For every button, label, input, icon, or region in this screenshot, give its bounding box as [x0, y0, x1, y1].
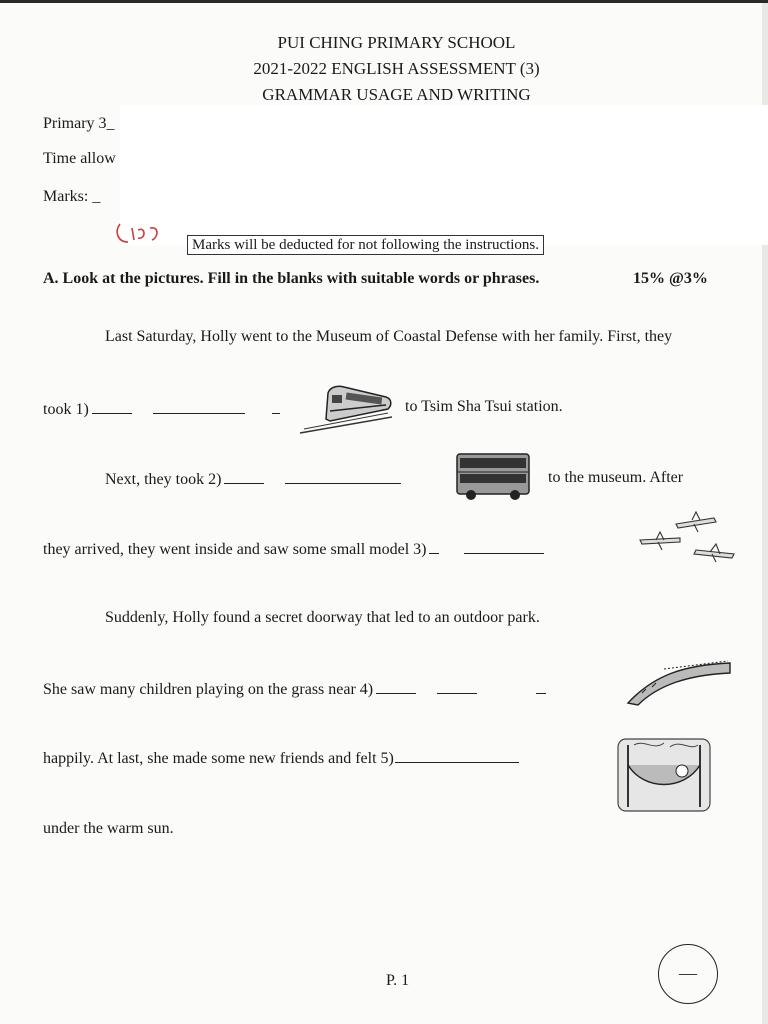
paper-title: GRAMMAR USAGE AND WRITING: [262, 85, 531, 104]
answer-blank-2b[interactable]: [285, 482, 401, 484]
section-a-title: A. Look at the pictures. Fill in the blanks with suitable words or phrases.: [43, 270, 540, 287]
bridge-icon: [624, 655, 734, 707]
answer-blank-4a[interactable]: [376, 692, 416, 694]
passage-line-2: [43, 401, 283, 419]
answer-blank-1a[interactable]: [92, 412, 132, 414]
question-5-prompt: happily. At last, she made some new friends and felt 5): [43, 750, 394, 767]
time-allowed-field: Time allow: [43, 150, 116, 167]
section-a-marks: 15% @3%: [633, 270, 708, 287]
question-2-prompt: Next, they took 2): [105, 471, 222, 488]
passage-line-6: [43, 681, 549, 699]
redacted-area: [120, 105, 768, 245]
passage-line-3: [105, 471, 404, 489]
red-handwritten-mark: [112, 218, 168, 246]
model-planes-icon: [636, 510, 740, 568]
answer-blank-5[interactable]: [395, 761, 519, 763]
answer-blank-3b[interactable]: [464, 552, 544, 554]
question-3-prompt: they arrived, they went inside and saw some small model 3): [43, 541, 427, 558]
passage-line-8: under the warm sun.: [43, 820, 174, 837]
answer-blank-3a[interactable]: [429, 552, 439, 554]
question-1-prompt: took 1): [43, 401, 89, 418]
passage-line-2-end: to Tsim Sha Tsui station.: [405, 398, 563, 415]
passage-line-5: Suddenly, Holly found a secret doorway that led to an outdoor park.: [105, 609, 540, 626]
answer-blank-4c[interactable]: [536, 692, 546, 694]
passage-line-1: Last Saturday, Holly went to the Museum of Coastal Defense with her family. First, they: [105, 328, 673, 345]
answer-blank-1c[interactable]: [272, 412, 280, 414]
page-number: P. 1: [386, 972, 410, 989]
passage-line-7: [43, 750, 522, 768]
answer-blank-2a[interactable]: [224, 482, 264, 484]
hammock-icon: [614, 735, 714, 815]
instructions-notice: Marks will be deducted for not following the instructions.: [187, 235, 544, 255]
passage-line-3-end: to the museum. After: [548, 469, 684, 486]
train-icon: [298, 383, 394, 435]
answer-blank-4b[interactable]: [437, 692, 477, 694]
double-decker-bus-icon: [455, 450, 531, 502]
answer-blank-1b[interactable]: [153, 412, 245, 414]
page-header: [0, 30, 768, 108]
question-4-prompt: She saw many children playing on the grass near 4): [43, 681, 374, 698]
score-circle: —: [658, 944, 718, 1004]
passage-line-4: [43, 541, 547, 559]
school-name: PUI CHING PRIMARY SCHOOL: [277, 33, 516, 52]
primary-class-field[interactable]: Primary 3_: [43, 115, 115, 132]
assessment-title: 2021-2022 ENGLISH ASSESSMENT (3): [253, 59, 540, 78]
marks-field[interactable]: Marks: _: [43, 188, 101, 205]
